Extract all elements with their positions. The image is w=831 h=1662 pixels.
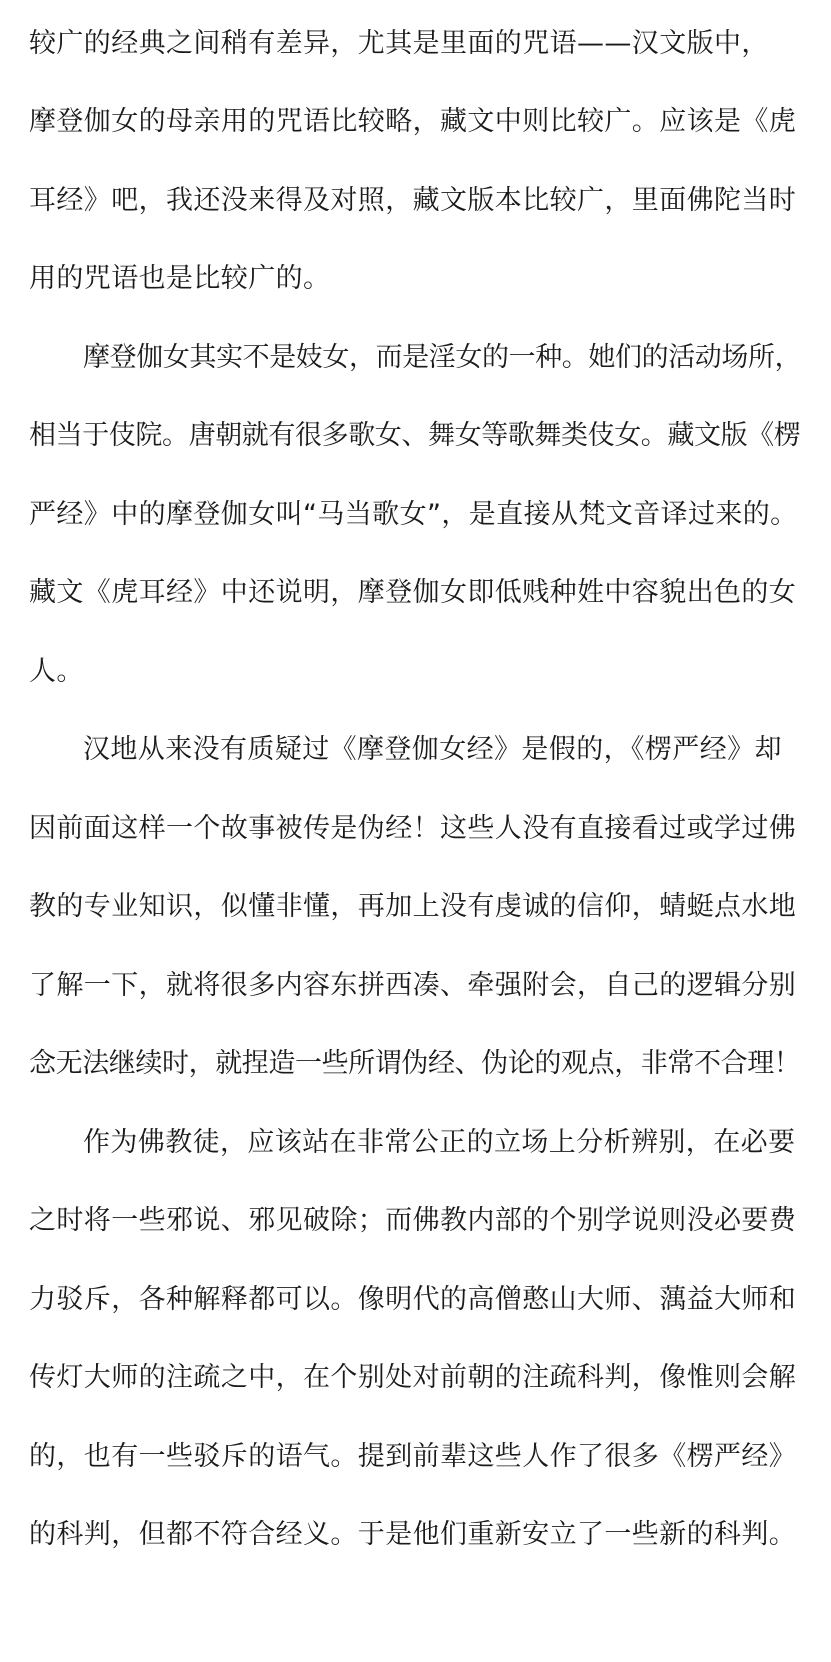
text-line: 了解一下，就将很多内容东拼西凑、牵强附会，自己的逻辑分别 <box>29 970 797 1001</box>
text-line: 较广的经典之间稍有差异，尤其是里面的咒语——汉文版中， <box>29 28 769 59</box>
text-line: 念无法继续时，就捏造一些所谓伪经、伪论的观点，非常不合理！ <box>29 1048 801 1079</box>
text-line-indented: 汉地从来没有质疑过《摩登伽女经》是假的，《楞严经》却 <box>83 734 782 765</box>
text-line: 人。 <box>29 656 84 687</box>
text-line: 用的咒语也是比较广的。 <box>29 263 331 294</box>
text-line: 严经》中的摩登伽女叫“马当歌女”，是直接从梵文音译过来的。 <box>29 499 798 530</box>
text-line: 的，也有一些驳斥的语气。提到前辈这些人作了很多《楞严经》 <box>29 1441 797 1472</box>
text-line: 教的专业知识，似懂非懂，再加上没有虔诚的信仰，蜻蜓点水地 <box>29 891 797 922</box>
text-line-indented: 摩登伽女其实不是妓女，而是淫女的一种。她们的活动场所， <box>83 342 802 373</box>
text-line: 相当于伎院。唐朝就有很多歌女、舞女等歌舞类伎女。藏文版《楞 <box>29 420 801 451</box>
text-line: 之时将一些邪说、邪见破除；而佛教内部的个别学说则没必要费 <box>29 1205 797 1236</box>
text-line: 力驳斥，各种解释都可以。像明代的高僧憨山大师、蕅益大师和 <box>29 1284 797 1315</box>
text-line: 的科判，但都不符合经义。于是他们重新安立了一些新的科判。 <box>29 1519 797 1550</box>
text-line: 因前面这样一个故事被传是伪经！这些人没有直接看过或学过佛 <box>29 813 797 844</box>
text-line-indented: 作为佛教徒，应该站在非常公正的立场上分析辨别，在必要 <box>83 1127 796 1158</box>
text-line: 耳经》吧，我还没来得及对照，藏文版本比较广，里面佛陀当时 <box>29 185 797 216</box>
text-line: 藏文《虎耳经》中还说明，摩登伽女即低贱种姓中容貌出色的女 <box>29 577 797 608</box>
text-line: 传灯大师的注疏之中，在个别处对前朝的注疏科判，像惟则会解 <box>29 1362 797 1393</box>
text-line: 摩登伽女的母亲用的咒语比较略，藏文中则比较广。应该是《虎 <box>29 106 797 137</box>
